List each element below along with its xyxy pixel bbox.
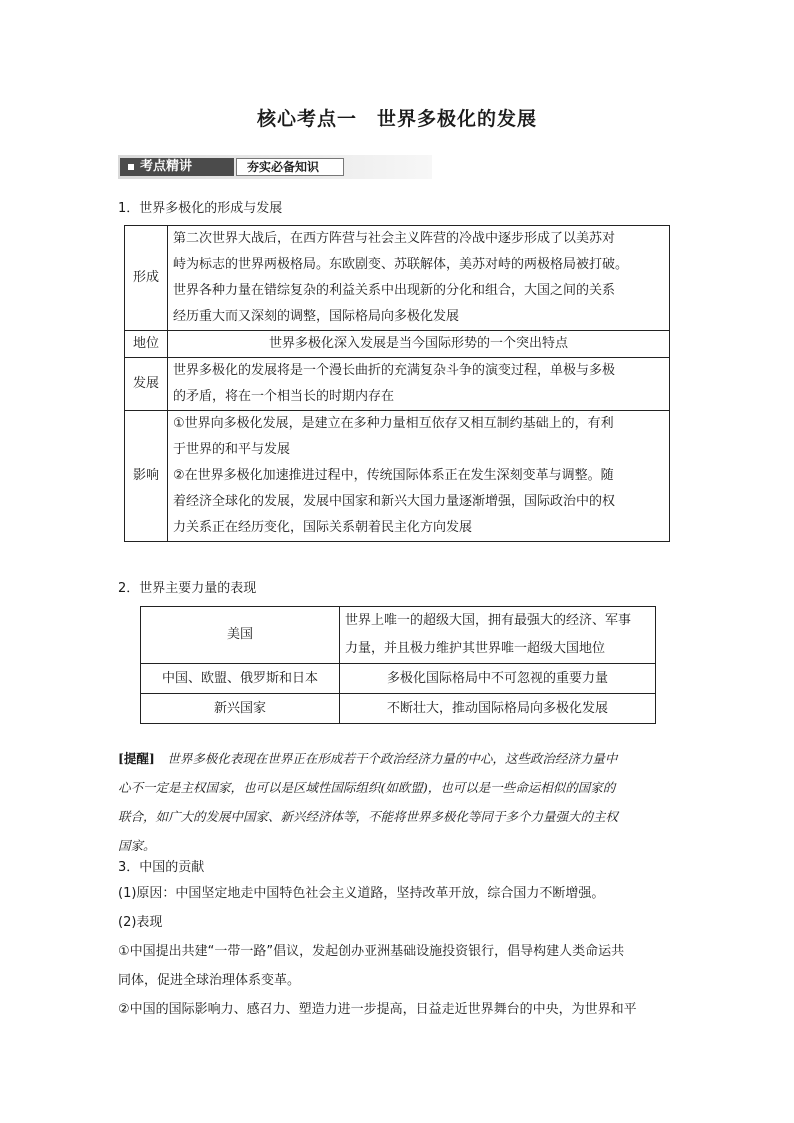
tip-line: 心不一定是主权国家，也可以是区域性国际组织(如欧盟)，也可以是一些命运相似的国家的 <box>118 780 616 795</box>
contribution-paragraph <box>118 879 678 1024</box>
paragraph-line: 同体，促进全球治理体系变革。 <box>118 973 301 988</box>
paragraph-line: (1)原因：中国坚定地走中国特色社会主义道路，坚持改革开放，综合国力不断增强。 <box>118 886 605 901</box>
heading-world-powers: 2．世界主要力量的表现 <box>118 581 257 596</box>
content-line: 世界上唯一的超级大国，拥有最强大的经济、军事 <box>345 613 632 628</box>
content-line: 力关系正在经历变化，国际关系朝着民主化方向发展 <box>173 520 473 535</box>
square-bullet-icon <box>128 164 134 170</box>
content-line: 于世界的和平与发展 <box>173 442 291 457</box>
table-row <box>125 411 670 542</box>
content-line: 世界多极化的发展将是一个漫长曲折的充满复杂斗争的演变过程，单极与多极 <box>173 363 616 378</box>
table-row <box>125 358 670 411</box>
table-row <box>125 331 670 358</box>
power-description: 不断壮大，推动国际格局向多极化发展 <box>340 694 656 724</box>
content-line: ①世界向多极化发展，是建立在多种力量相互依存又相互制约基础上的，有利 <box>173 416 614 431</box>
row-label: 影响 <box>125 411 168 542</box>
table-row <box>125 226 670 331</box>
paragraph-line: (2)表现 <box>118 915 163 930</box>
section-bar <box>118 155 432 179</box>
section-tag-light: 夯实必备知识 <box>236 158 344 176</box>
power-name: 中国、欧盟、俄罗斯和日本 <box>141 664 340 694</box>
world-powers-table <box>140 606 656 724</box>
paragraph-line: ①中国提出共建“一带一路”倡议，发起创办亚洲基础设施投资银行，倡导构建人类命运共 <box>118 944 625 959</box>
row-label: 形成 <box>125 226 168 331</box>
row-content <box>168 331 670 358</box>
power-name: 新兴国家 <box>141 694 340 724</box>
paragraph-line: ②中国的国际影响力、感召力、塑造力进一步提高，日益走近世界舞台的中央，为世界和平 <box>118 1002 637 1017</box>
tip-line <box>118 744 678 773</box>
heading-world-multipolarity: 1．世界多极化的形成与发展 <box>118 201 283 216</box>
power-description: 多极化国际格局中不可忽视的重要力量 <box>340 664 656 694</box>
row-content <box>168 411 670 542</box>
content-line: 力量，并且极力维护其世界唯一超级大国地位 <box>345 641 606 656</box>
page-title: 核心考点一 世界多极化的发展 <box>256 108 537 130</box>
section-tag-label: 考点精讲 <box>140 159 193 174</box>
row-content <box>168 226 670 331</box>
content-line: ②在世界多极化加速推进过程中，传统国际体系正在发生深刻变革与调整。随 <box>173 468 614 483</box>
table-row <box>141 664 656 694</box>
content-line: 峙为标志的世界两极格局。东欧剧变、苏联解体，美苏对峙的两极格局被打破。 <box>173 257 629 272</box>
section-tag-dark <box>120 158 234 176</box>
heading-china-contribution: 3．中国的贡献 <box>118 860 205 875</box>
content-line: 的矛盾，将在一个相当长的时期内存在 <box>173 389 395 404</box>
power-description <box>340 607 656 664</box>
tip-line: 国家。 <box>118 838 156 853</box>
content-line: 世界多极化深入发展是当今国际形势的一个突出特点 <box>268 336 568 351</box>
tip-paragraph <box>118 744 678 860</box>
power-name: 美国 <box>141 607 340 664</box>
content-line: 第二次世界大战后，在西方阵营与社会主义阵营的冷战中逐步形成了以美苏对 <box>173 231 616 246</box>
content-line: 世界各种力量在错综复杂的利益关系中出现新的分化和组合，大国之间的关系 <box>173 283 616 298</box>
multipolarity-table <box>124 225 670 542</box>
row-content <box>168 358 670 411</box>
content-line: 着经济全球化的发展，发展中国家和新兴大国力量逐渐增强，国际政治中的权 <box>173 494 616 509</box>
row-label: 地位 <box>125 331 168 358</box>
row-label: 发展 <box>125 358 168 411</box>
content-line: 经历重大而又深刻的调整，国际格局向多极化发展 <box>173 309 460 324</box>
tip-text: 世界多极化表现在世界正在形成若干个政治经济力量的中心，这些政治经济力量中 <box>167 751 618 766</box>
table-row <box>141 694 656 724</box>
tip-tag: [提醒] <box>118 751 155 766</box>
table-row <box>141 607 656 664</box>
tip-line: 联合，如广大的发展中国家、新兴经济体等，不能将世界多极化等同于多个力量强大的主权 <box>118 809 619 824</box>
